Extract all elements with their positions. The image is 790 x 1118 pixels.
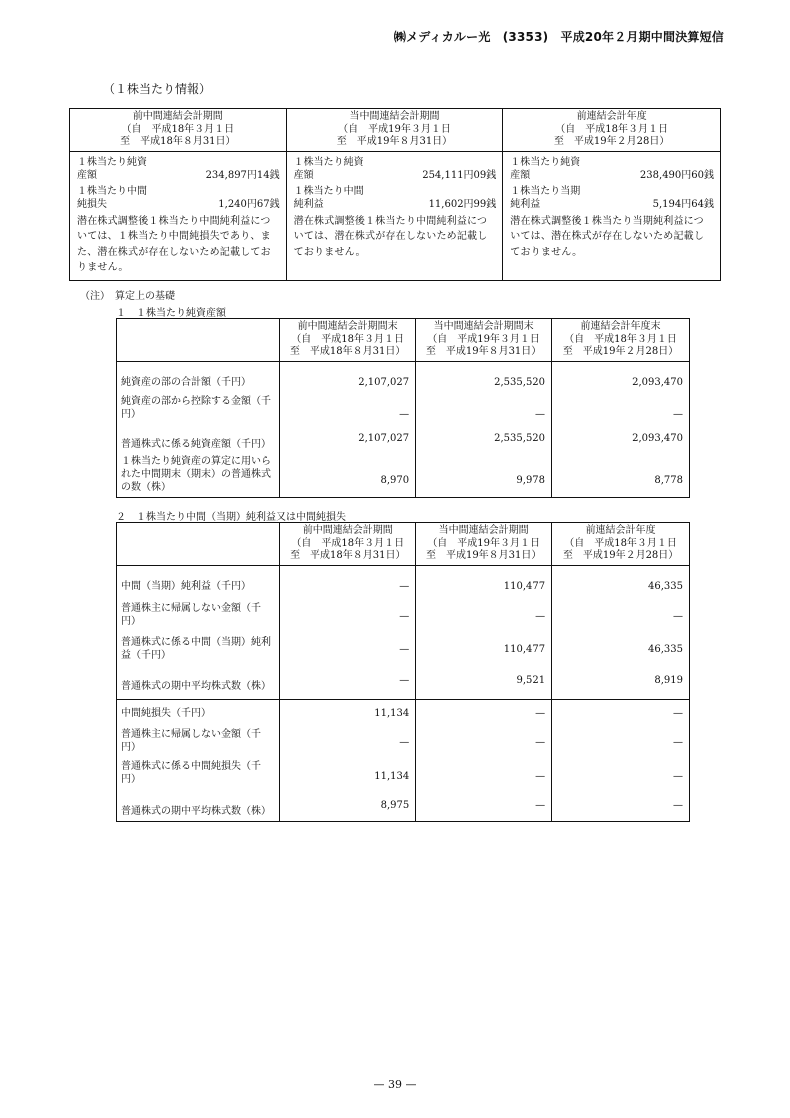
row-value: 2,107,027 bbox=[280, 423, 416, 453]
row-label: 普通株主に帰属しない金額（千円） bbox=[117, 725, 280, 757]
row-value: 46,335 bbox=[552, 565, 690, 599]
table-header-row bbox=[70, 109, 721, 152]
column-title: 前中間連結会計期間末 bbox=[297, 321, 398, 332]
row-value: — bbox=[552, 757, 690, 789]
item-value: 11,602円99銭 bbox=[428, 198, 497, 210]
row-value: — bbox=[552, 599, 690, 631]
row-value: 8,975 bbox=[280, 789, 416, 821]
table-row bbox=[117, 757, 690, 789]
table-row bbox=[117, 665, 690, 699]
period-from: （自 平成18年３月１日 bbox=[564, 333, 677, 345]
period-from: （自 平成19年３月１日 bbox=[338, 123, 451, 135]
page-number: — 39 — bbox=[373, 1078, 417, 1091]
row-value: 2,535,520 bbox=[416, 423, 552, 453]
row-value: 11,134 bbox=[280, 699, 416, 725]
table-row bbox=[117, 423, 690, 453]
note-label: （注） 算定上の基礎 bbox=[80, 291, 175, 302]
row-value: — bbox=[416, 599, 552, 631]
period-to: 至 平成19年８月31日） bbox=[425, 550, 542, 561]
item-label: １株当たり純資産額 bbox=[293, 156, 364, 181]
row-value: — bbox=[280, 395, 416, 423]
subsection-title: ２ １株当たり中間（当期）純利益又は中間純損失 bbox=[116, 512, 346, 523]
period-cell bbox=[70, 151, 287, 280]
row-value: — bbox=[416, 725, 552, 757]
item-value: 5,194円64銭 bbox=[652, 198, 714, 210]
period-to: 至 平成19年２月28日） bbox=[562, 346, 679, 357]
item-label: １株当たり純資産額 bbox=[77, 156, 147, 181]
item-value: 234,897円14銭 bbox=[205, 169, 280, 181]
row-value: 9,521 bbox=[416, 665, 552, 699]
row-value: — bbox=[280, 631, 416, 665]
row-value: — bbox=[552, 395, 690, 423]
item-value: 1,240円67銭 bbox=[218, 198, 280, 210]
column-header bbox=[280, 523, 416, 566]
column-title: 前連結会計年度 bbox=[585, 525, 656, 536]
item-label: １株当たり当期純利益 bbox=[510, 185, 581, 210]
period-to: 至 平成19年２月28日） bbox=[562, 550, 679, 561]
row-value: — bbox=[416, 789, 552, 821]
table-row bbox=[117, 699, 690, 725]
item-value: 254,111円09銭 bbox=[422, 169, 497, 181]
row-value: 8,778 bbox=[552, 453, 690, 497]
row-label: 中間純損失（千円） bbox=[117, 699, 280, 725]
period-from: （自 平成19年３月１日 bbox=[427, 537, 541, 549]
row-value: 11,134 bbox=[280, 757, 416, 789]
period-from: （自 平成18年３月１日 bbox=[291, 537, 405, 549]
column-title: 当中間連結会計期間 bbox=[438, 525, 529, 536]
row-label: 純資産の部から控除する金額（千円） bbox=[117, 395, 280, 423]
table-header-row bbox=[117, 319, 690, 362]
column-header bbox=[416, 319, 552, 362]
row-label: 純資産の部の合計額（千円） bbox=[117, 361, 280, 395]
row-value: 8,970 bbox=[280, 453, 416, 497]
note-paragraph: 潜在株式調整後１株当たり中間純利益については、１株当たり中間純損失であり、また、潜在株式が存在しないため記載しておりません。 bbox=[77, 215, 271, 273]
row-value: 110,477 bbox=[416, 565, 552, 599]
table-row bbox=[117, 565, 690, 599]
period-to: 至 平成19年２月28日） bbox=[553, 136, 670, 147]
blank-header bbox=[117, 523, 280, 566]
row-value: — bbox=[552, 699, 690, 725]
note-paragraph: 潜在株式調整後１株当たり中間純利益については、潜在株式が存在しないため記載しておりません。 bbox=[293, 215, 488, 258]
column-title: 当中間連結会計期間末 bbox=[433, 321, 534, 332]
row-label: 普通株式の期中平均株式数（株） bbox=[117, 665, 280, 699]
row-value: — bbox=[280, 725, 416, 757]
section-title: （１株当たり情報） bbox=[103, 82, 212, 96]
period-from: （自 平成18年３月１日 bbox=[291, 333, 404, 345]
row-label: １株当たり純資産の算定に用いられた中間期末（期末）の普通株式の数（株） bbox=[117, 453, 280, 497]
row-label: 普通株主に帰属しない金額（千円） bbox=[117, 599, 280, 631]
row-value: 2,107,027 bbox=[280, 361, 416, 395]
column-title: 当中間連結会計期間 bbox=[349, 111, 440, 122]
row-value: 2,535,520 bbox=[416, 361, 552, 395]
row-value: 2,093,470 bbox=[552, 423, 690, 453]
row-label: 普通株式の期中平均株式数（株） bbox=[117, 789, 280, 821]
document-header: ㈱メディカルー光 (3353) 平成20年２月期中間決算短信 bbox=[393, 30, 724, 44]
row-value: — bbox=[280, 565, 416, 599]
table-row bbox=[117, 725, 690, 757]
note-paragraph: 潜在株式調整後１株当たり当期純利益については、潜在株式が存在しないため記載しておりません。 bbox=[510, 215, 705, 258]
per-share-info-table bbox=[69, 108, 721, 281]
row-label: 中間（当期）純利益（千円） bbox=[117, 565, 280, 599]
period-to: 至 平成18年８月31日） bbox=[290, 550, 406, 561]
table-row bbox=[117, 789, 690, 821]
column-title: 前連結会計年度末 bbox=[580, 321, 661, 332]
net-assets-basis-table bbox=[116, 318, 690, 498]
row-value: 2,093,470 bbox=[552, 361, 690, 395]
row-label: 普通株式に係る中間（当期）純利益（千円） bbox=[117, 631, 280, 665]
row-value: — bbox=[280, 599, 416, 631]
table-row bbox=[117, 599, 690, 631]
column-header bbox=[416, 523, 552, 566]
item-label: １株当たり純資産額 bbox=[510, 156, 581, 181]
table-header-row bbox=[117, 523, 690, 566]
period-cell bbox=[286, 151, 503, 280]
subsection-title: １ １株当たり純資産額 bbox=[116, 308, 226, 319]
row-value: 8,919 bbox=[552, 665, 690, 699]
period-cell bbox=[503, 151, 721, 280]
column-header bbox=[503, 109, 721, 152]
blank-header bbox=[117, 319, 280, 362]
table-row bbox=[117, 453, 690, 497]
period-to: 至 平成18年８月31日） bbox=[120, 136, 236, 147]
column-title: 前中間連結会計期間 bbox=[302, 525, 393, 536]
row-value: — bbox=[416, 699, 552, 725]
row-label: 普通株式に係る純資産額（千円） bbox=[117, 423, 280, 453]
column-title: 前中間連結会計期間 bbox=[132, 111, 223, 122]
row-value: 9,978 bbox=[416, 453, 552, 497]
column-header bbox=[286, 109, 503, 152]
row-value: — bbox=[416, 757, 552, 789]
column-header bbox=[552, 319, 690, 362]
table-row bbox=[117, 631, 690, 665]
table-row bbox=[117, 395, 690, 423]
row-label: 普通株式に係る中間純損失（千円） bbox=[117, 757, 280, 789]
period-from: （自 平成19年３月１日 bbox=[427, 333, 540, 345]
period-to: 至 平成19年８月31日） bbox=[336, 136, 453, 147]
row-value: 110,477 bbox=[416, 631, 552, 665]
item-label: １株当たり中間純利益 bbox=[293, 185, 364, 210]
row-value: — bbox=[552, 789, 690, 821]
row-value: — bbox=[552, 725, 690, 757]
period-to: 至 平成19年８月31日） bbox=[425, 346, 542, 357]
table-row bbox=[117, 361, 690, 395]
column-header bbox=[280, 319, 416, 362]
period-to: 至 平成18年８月31日） bbox=[289, 346, 406, 357]
column-header bbox=[552, 523, 690, 566]
item-label: １株当たり中間純損失 bbox=[77, 185, 147, 210]
row-value: — bbox=[280, 665, 416, 699]
item-value: 238,490円60銭 bbox=[639, 169, 714, 181]
period-from: （自 平成18年３月１日 bbox=[564, 537, 677, 549]
table-body-row bbox=[70, 151, 721, 280]
period-from: （自 平成18年３月１日 bbox=[121, 123, 235, 135]
row-value: 46,335 bbox=[552, 631, 690, 665]
column-title: 前連結会計年度 bbox=[576, 111, 647, 122]
period-from: （自 平成18年３月１日 bbox=[555, 123, 668, 135]
row-value: — bbox=[416, 395, 552, 423]
net-income-basis-table bbox=[116, 522, 690, 822]
column-header bbox=[70, 109, 287, 152]
